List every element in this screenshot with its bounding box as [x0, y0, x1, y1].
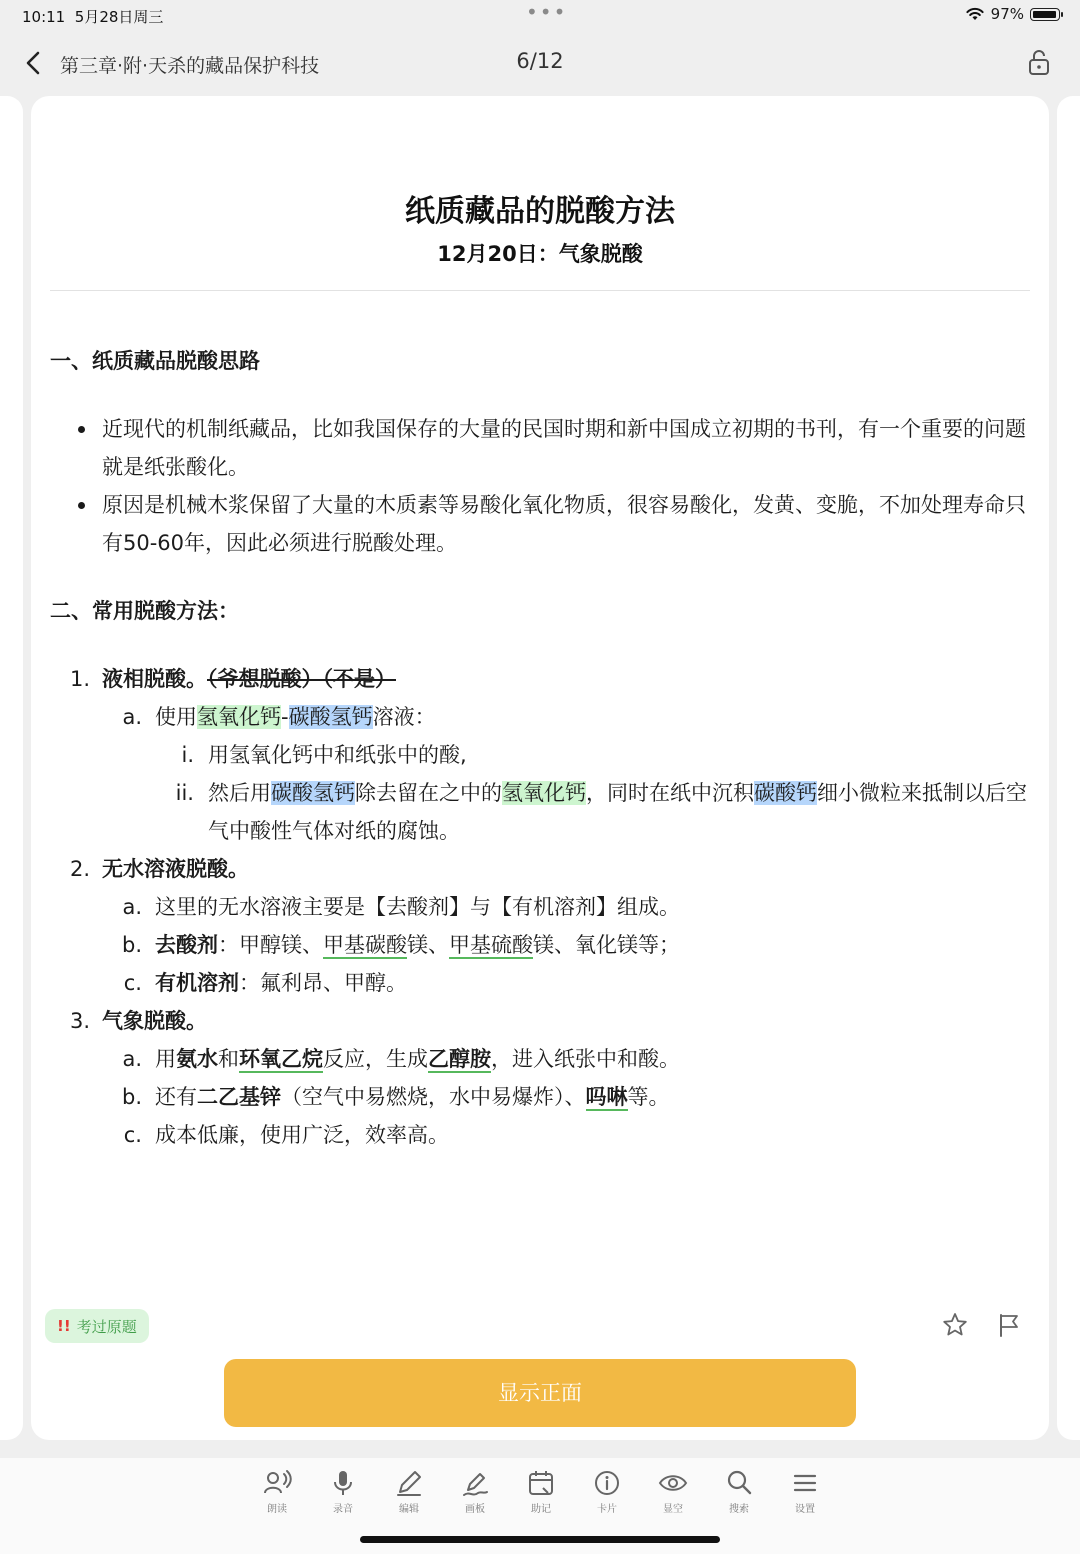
- list-item: ii. 然后用碳酸氢钙除去留在之中的氢氧化钙，同时在纸中沉积碳酸钙细小微粒来抵制以后空气中酸性气体对纸的腐蚀。: [175, 781, 1027, 843]
- highlight-blue: 碳酸氢钙: [271, 781, 355, 805]
- list-item: i. 用氢氧化钙中和纸张中的酸,: [181, 743, 467, 767]
- divider: [50, 290, 1030, 291]
- battery-percent: 97%: [990, 5, 1024, 23]
- microphone-icon: [328, 1468, 358, 1498]
- list-item: b. 还有二乙基锌（空气中易燃烧，水中易爆炸）、吗啉等。: [121, 1085, 670, 1109]
- next-card-edge[interactable]: [1057, 96, 1080, 1440]
- toolbar-record[interactable]: 录音: [310, 1468, 376, 1515]
- toolbar-settings[interactable]: 设置: [772, 1468, 838, 1515]
- list-item: a. 使用氢氧化钙-碳酸氢钙溶液：: [122, 705, 436, 729]
- toolbar-search[interactable]: 搜索: [706, 1468, 772, 1515]
- toolbar-drawing[interactable]: 画板: [442, 1468, 508, 1515]
- flashcard: [31, 96, 1049, 1440]
- wifi-icon: [965, 6, 985, 22]
- multitask-dots-icon[interactable]: •••: [526, 0, 568, 24]
- status-bar: [0, 0, 1080, 32]
- menu-icon: [790, 1468, 820, 1498]
- list-item: c. 有机溶剂：氟利昂、甲醇。: [123, 971, 407, 995]
- pencil-icon: [394, 1468, 424, 1498]
- highlight-blue: 碳酸钙: [754, 781, 817, 805]
- highlight-green: 氢氧化钙: [502, 781, 586, 805]
- section-heading: 一、纸质藏品脱酸思路: [50, 349, 260, 373]
- highlight-blue: 碳酸氢钙: [288, 705, 373, 729]
- list-item: 3. 气象脱酸。: [69, 1009, 207, 1033]
- eye-icon: [658, 1468, 688, 1498]
- underline-green: 吗啉: [585, 1085, 628, 1109]
- struck-note: （不是）: [322, 667, 396, 691]
- search-icon: [724, 1468, 754, 1498]
- list-item: 1. 液相脱酸。（爷想脱酸）（不是）: [69, 667, 396, 691]
- list-item: a. 用氨水和环氧乙烷反应，生成乙醇胺，进入纸张中和酸。: [122, 1047, 680, 1071]
- battery-icon: [1030, 8, 1060, 21]
- star-icon[interactable]: [941, 1311, 969, 1339]
- previous-card-edge[interactable]: [0, 96, 23, 1440]
- card-content: [50, 342, 1030, 1154]
- method-list: [50, 660, 1030, 1154]
- toolbar-read-aloud[interactable]: 朗读: [244, 1468, 310, 1515]
- highlight-green: 氢氧化钙: [197, 705, 281, 729]
- underline-green: 甲基硫酸: [449, 933, 533, 957]
- doc-subtitle: 12月20日：气象脱酸: [437, 242, 643, 266]
- unlock-icon[interactable]: [1026, 48, 1052, 76]
- back-chevron-icon[interactable]: [20, 48, 48, 78]
- nav-bar: [0, 34, 1080, 92]
- bullet-list: [50, 410, 1030, 562]
- list-item: b. 去酸剂：甲醇镁、甲基碳酸镁、甲基硫酸镁、氧化镁等；: [121, 933, 680, 957]
- toolbar-card[interactable]: 卡片: [574, 1468, 640, 1515]
- toolbar-edit[interactable]: 编辑: [376, 1468, 442, 1515]
- struck-note: （爷想脱酸）: [207, 667, 323, 691]
- section-heading: 二、常用脱酸方法：: [50, 599, 239, 623]
- info-icon: [592, 1468, 622, 1498]
- list-item: 近现代的机制纸藏品，比如我国保存的大量的民国时期和新中国成立初期的书刊，有一个重要的问题就是纸张酸化。: [50, 410, 1030, 486]
- page-indicator: 6/12: [516, 49, 564, 73]
- show-front-button[interactable]: 显示正面: [224, 1359, 856, 1427]
- drawing-board-icon: [460, 1468, 490, 1498]
- exclamation-icon: !!: [57, 1317, 71, 1335]
- list-item: 2. 无水溶液脱酸。: [69, 857, 249, 881]
- toolbar-show-blank[interactable]: 显空: [640, 1468, 706, 1515]
- chapter-title: 第三章·附·天杀的藏品保护科技: [60, 55, 320, 77]
- exam-tag[interactable]: [45, 1309, 149, 1343]
- doc-title: 纸质藏品的脱酸方法: [405, 194, 675, 229]
- list-item: 原因是机械木浆保留了大量的木质素等易酸化氧化物质，很容易酸化，发黄、变脆，不加处理寿命只有50-60年，因此必须进行脱酸处理。: [50, 486, 1030, 562]
- toolbar-mnemonic[interactable]: 助记: [508, 1468, 574, 1515]
- calendar-icon: [526, 1468, 556, 1498]
- status-time-date: 10:11 5月28日周三: [22, 8, 164, 26]
- list-item: c. 成本低廉，使用广泛，效率高。: [123, 1123, 449, 1147]
- underline-green: 甲基碳酸: [323, 933, 407, 957]
- read-aloud-icon: [262, 1468, 292, 1498]
- list-item: a. 这里的无水溶液主要是【去酸剂】与【有机溶剂】组成。: [122, 895, 680, 919]
- underline-green: 环氧乙烷: [239, 1047, 323, 1071]
- status-right: [965, 5, 1060, 23]
- flag-icon[interactable]: [995, 1311, 1023, 1339]
- tag-label: 考过原题: [76, 1317, 137, 1336]
- underline-green: 乙醇胺: [428, 1047, 491, 1071]
- home-indicator[interactable]: [360, 1536, 720, 1543]
